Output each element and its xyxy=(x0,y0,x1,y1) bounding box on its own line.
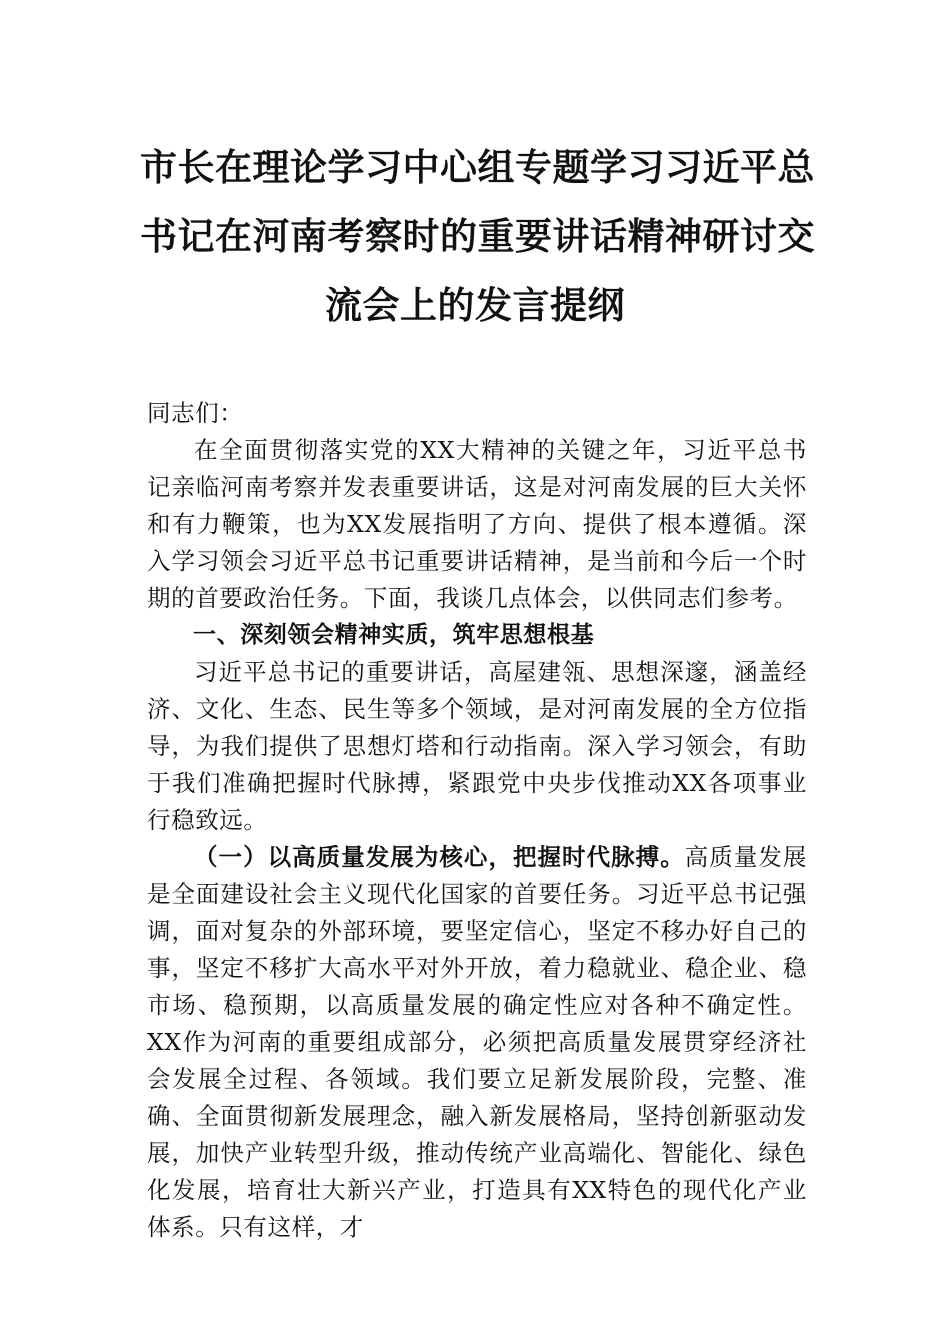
section-1-paragraph: 习近平总书记的重要讲话，高屋建瓴、思想深邃，涵盖经济、文化、生态、民生等多个领域，是对河南发展的全方位指导，为我们提供了思想灯塔和行动指南。深入学习领会，有助于我们准确把握时代脉搏，紧跟党中央步伐推动XX各项事业行稳致远。 xyxy=(147,658,807,834)
intro-paragraph: 在全面贯彻落实党的XX大精神的关键之年，习近平总书记亲临河南考察并发表重要讲话，这是对河南发展的巨大关怀和有力鞭策，也为XX发展指明了方向、提供了根本遵循。深入学习领会习近平总书记重要讲话精神，是当前和今后一个时期的首要政治任务。下面，我谈几点体会，以供同志们参考。 xyxy=(147,436,807,612)
section-heading-1: 一、深刻领会精神实质，筑牢思想根基 xyxy=(193,622,595,648)
title-line-3: 流会上的发言提纲 xyxy=(325,283,625,327)
subsection-1-lead: （一）以高质量发展为核心，把握时代脉搏。 xyxy=(194,843,685,871)
document-body xyxy=(147,395,807,1246)
salutation: 同志们： xyxy=(147,399,244,427)
document-title xyxy=(140,133,815,340)
subsection-1-text: 高质量发展是全面建设社会主义现代化国家的首要任务。习近平总书记强调，面对复杂的外部环境，要坚定信心，坚定不移办好自己的事，坚定不移扩大高水平对外开放，着力稳就业、稳企业、稳市场、稳预期，以高质量发展的确定性应对各种不确定性。XX作为河南的重要组成部分，必须把高质量发展贯穿经济社会发展全过程、各领域。我们要立足新发展阶段，完整、准确、全面贯彻新发展理念，融入新发展格局，坚持创新驱动发展，加快产业转型升级，推动传统产业高端化、智能化、绿色化发展，培育壮大新兴产业，打造具有XX特色的现代化产业体系。只有这样，才 xyxy=(147,843,807,1241)
title-line-1: 市长在理论学习中心组专题学习习近平总 xyxy=(140,145,815,189)
title-line-2: 书记在河南考察时的重要讲话精神研讨交 xyxy=(140,214,815,258)
subsection-1-paragraph xyxy=(147,839,807,1246)
